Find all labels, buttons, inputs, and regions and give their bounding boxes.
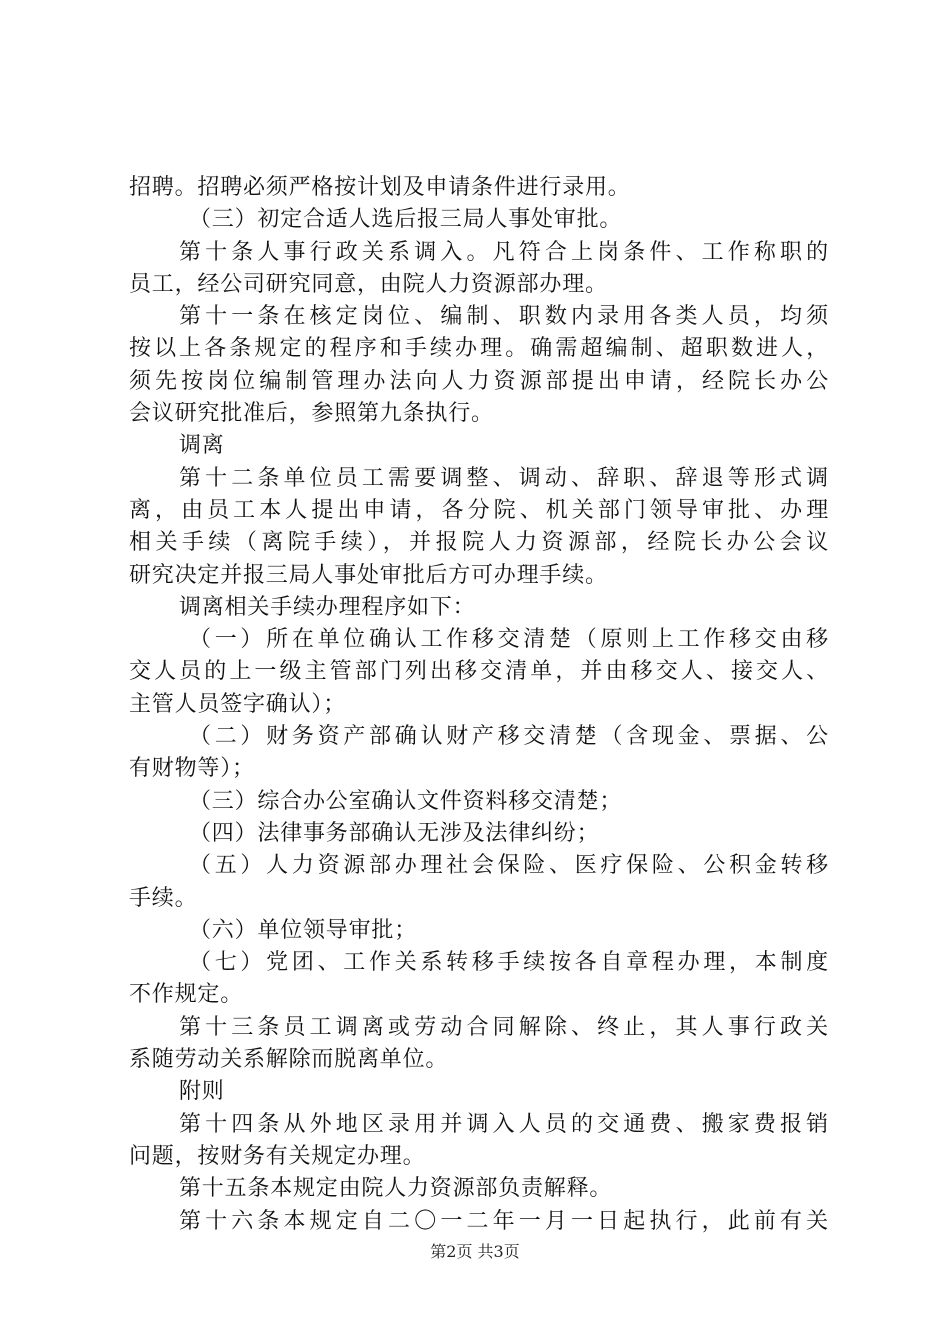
text-line: 员工，经公司研究同意，由院人力资源部办理。 [129,271,608,297]
text-line: 第十二条单位员工需要调整、调动、辞职、辞退等形式调 [179,465,829,491]
text-line: 离，由员工本人提出申请，各分院、机关部门领导审批、办理 [129,497,829,523]
text-line: 第十三条员工调离或劳动合同解除、终止，其人事行政关 [179,1014,829,1040]
text-line: 第十四条从外地区录用并调入人员的交通费、搬家费报销 [179,1111,829,1137]
text-line: 第十一条在核定岗位、编制、职数内录用各类人员，均须 [179,304,829,330]
text-line: 相关手续（离院手续），并报院人力资源部，经院长办公会议 [129,530,829,556]
text-line: 第十条人事行政关系调入。凡符合上岗条件、工作称职的 [179,239,829,265]
text-line: （一）所在单位确认工作移交清楚（原则上工作移交由移 [189,627,829,653]
text-line: （三）初定合适人选后报三局人事处审批。 [189,207,623,233]
text-line: 须先按岗位编制管理办法向人力资源部提出申请，经院长办公 [129,368,829,394]
text-line: 交人员的上一级主管部门列出移交清单，并由移交人、接交人、 [129,659,829,685]
text-line: 会议研究批准后，参照第九条执行。 [129,401,494,427]
text-line: 手续。 [129,885,198,911]
text-line: 按以上各条规定的程序和手续办理。确需超编制、超职数进人， [129,336,829,362]
page-number-footer: 第2页 共3页 [430,1242,520,1261]
text-line: 系随劳动关系解除而脱离单位。 [129,1047,449,1073]
text-line: （二）财务资产部确认财产移交清楚（含现金、票据、公 [189,724,829,750]
text-line: 主管人员签字确认）； [129,691,347,717]
text-line: 调离相关手续办理程序如下： [179,594,476,620]
text-line: （三）综合办公室确认文件资料移交清楚； [189,788,623,814]
text-line: 附则 [179,1079,225,1105]
document-body [129,172,829,1238]
text-line: （五）人力资源部办理社会保险、医疗保险、公积金转移 [189,853,829,879]
text-line: （四）法律事务部确认无涉及法律纠纷； [189,820,600,846]
text-line: 第十五条本规定由院人力资源部负责解释。 [179,1176,613,1202]
text-line: （六）单位领导审批； [189,917,418,943]
text-line: 调离 [179,433,225,459]
text-line: 招聘。招聘必须严格按计划及申请条件进行录用。 [129,175,631,200]
text-line: 问题，按财务有关规定办理。 [129,1143,426,1169]
text-line: 研究决定并报三局人事处审批后方可办理手续。 [129,562,608,588]
text-line: 不作规定。 [129,982,244,1008]
text-line: 有财物等）； [129,756,255,782]
text-line: （七）党团、工作关系转移手续按各自章程办理，本制度 [189,950,829,976]
text-line: 第十六条本规定自二〇一二年一月一日起执行，此前有关 [179,1208,829,1234]
